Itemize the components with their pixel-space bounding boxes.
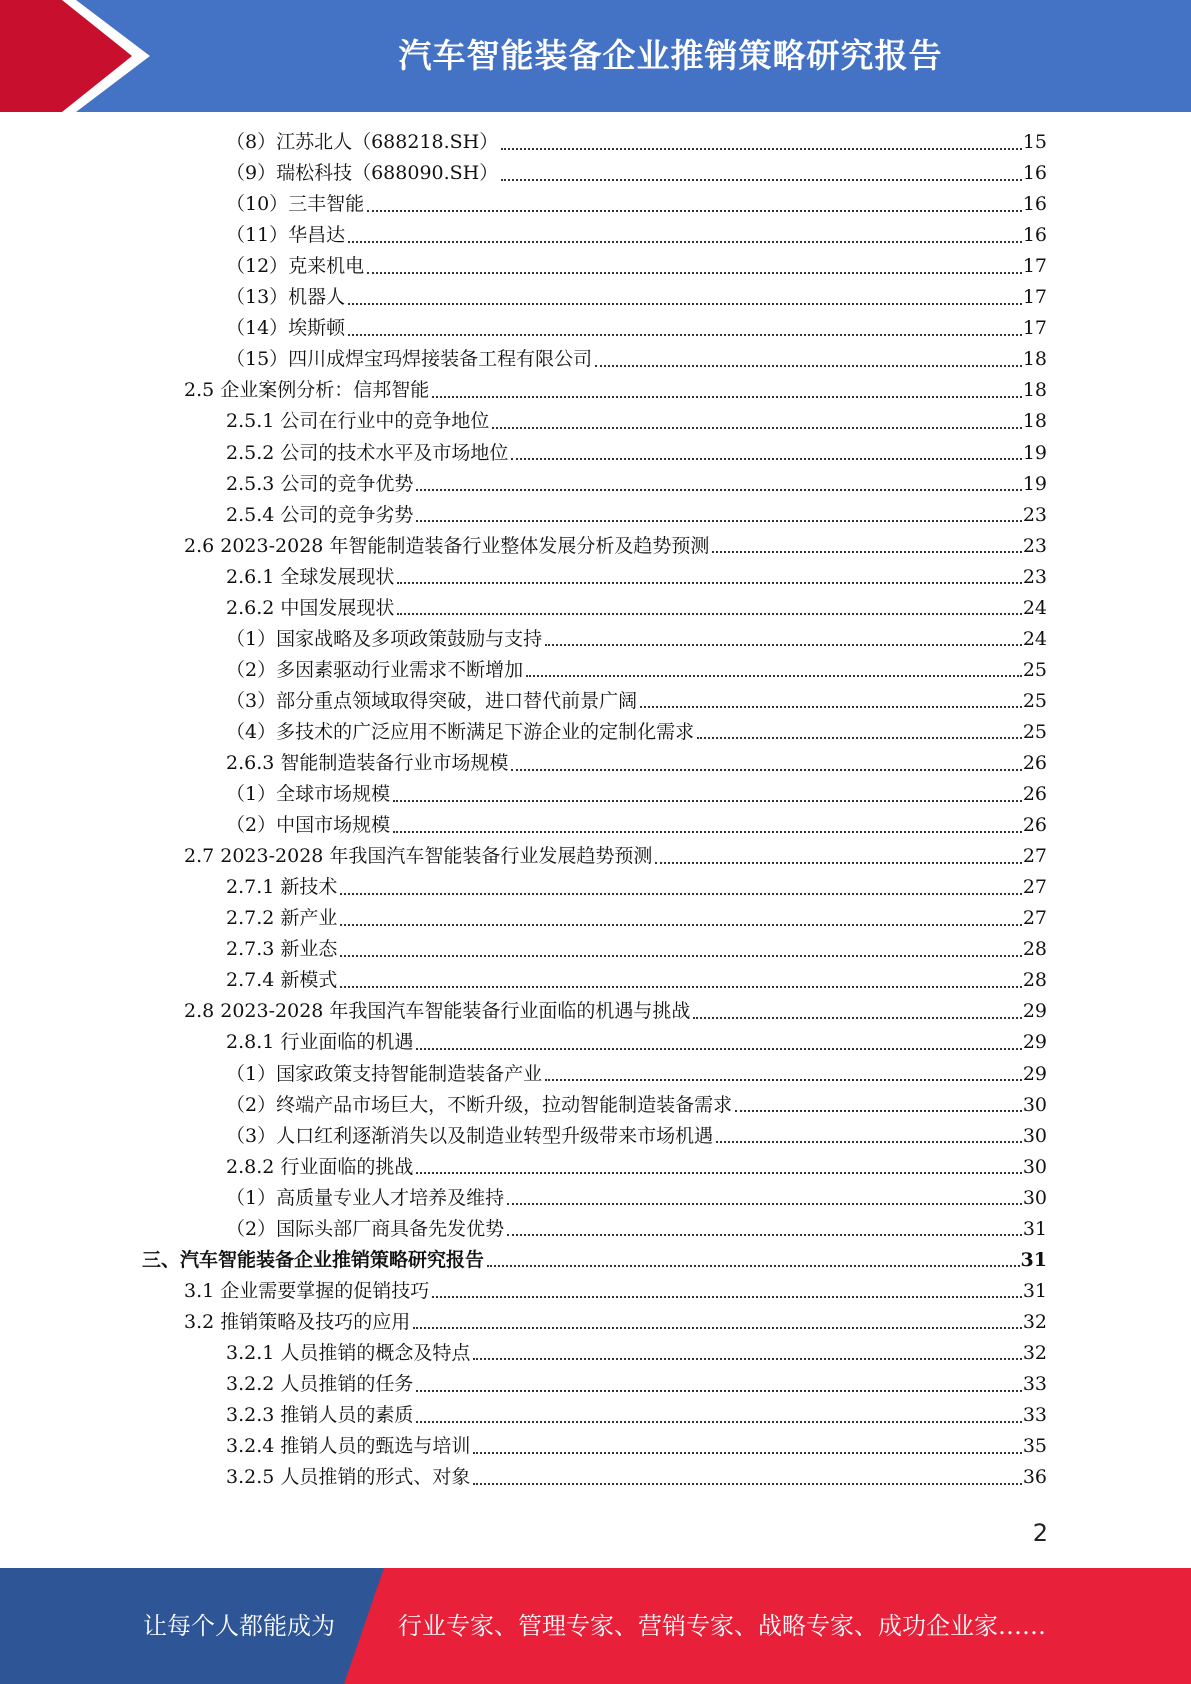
toc-entry-page: 19	[1022, 441, 1047, 464]
toc-entry-title: （10）三丰智能	[226, 193, 365, 216]
toc-entry-number: 2.8.2	[226, 1155, 275, 1178]
toc-dot-leader	[716, 1141, 1022, 1143]
toc-entry[interactable]	[226, 903, 1047, 934]
toc-entry[interactable]	[184, 996, 1047, 1027]
toc-entry[interactable]	[142, 1245, 1047, 1276]
toc-entry[interactable]	[226, 1183, 1047, 1214]
toc-entry-page: 30	[1022, 1093, 1047, 1116]
toc-entry[interactable]	[226, 655, 1047, 686]
toc-dot-leader	[416, 1048, 1021, 1050]
toc-entry-title: （1）全球市场规模	[226, 783, 391, 806]
toc-entry[interactable]	[226, 158, 1047, 189]
toc-entry-page: 25	[1022, 658, 1047, 681]
toc-entry[interactable]	[184, 1307, 1047, 1338]
toc-entry[interactable]	[226, 686, 1047, 717]
toc-entry-title: （11）华昌达	[226, 224, 346, 247]
toc-dot-leader	[416, 1421, 1021, 1423]
toc-dot-leader	[693, 1017, 1021, 1019]
toc-entry[interactable]	[226, 220, 1047, 251]
toc-dot-leader	[473, 1452, 1021, 1454]
toc-entry-title: （1）国家战略及多项政策鼓励与支持	[226, 627, 543, 650]
toc-dot-leader	[413, 1327, 1022, 1329]
toc-dot-leader	[432, 1296, 1022, 1298]
header-title: 汽车智能装备企业推销策略研究报告	[398, 35, 943, 75]
toc-entry-page: 31	[1022, 1217, 1047, 1240]
toc-entry[interactable]	[226, 344, 1047, 375]
toc-entry[interactable]	[226, 1400, 1047, 1431]
toc-dot-leader	[712, 551, 1021, 553]
toc-dot-leader	[640, 706, 1022, 708]
toc-entry-title: 公司的竞争劣势	[280, 503, 414, 526]
toc-entry-page: 26	[1022, 783, 1047, 806]
toc-entry-title: 公司在行业中的竞争地位	[280, 410, 490, 433]
toc-entry-title: 推销人员的甄选与培训	[280, 1435, 471, 1458]
toc-dot-leader	[545, 1079, 1022, 1081]
toc-entry-title: 新业态	[280, 938, 338, 961]
toc-entry[interactable]	[226, 313, 1047, 344]
toc-entry[interactable]	[184, 841, 1047, 872]
toc-entry[interactable]	[226, 189, 1047, 220]
toc-entry-page: 19	[1022, 472, 1047, 495]
toc-dot-leader	[501, 179, 1022, 181]
toc-dot-leader	[526, 675, 1022, 677]
toc-entry[interactable]	[184, 375, 1047, 406]
toc-entry-page: 25	[1022, 720, 1047, 743]
toc-entry[interactable]	[226, 1214, 1047, 1245]
toc-entry-page: 23	[1022, 503, 1047, 526]
toc-entry-page: 24	[1022, 596, 1047, 619]
toc-entry-page: 29	[1022, 1062, 1047, 1085]
toc-dot-leader	[340, 986, 1021, 988]
toc-entry-number: 3.2.5	[226, 1466, 275, 1489]
toc-entry-title: （1）国家政策支持智能制造装备产业	[226, 1062, 543, 1085]
toc-entry-page: 18	[1022, 410, 1047, 433]
toc-entry-page: 17	[1022, 286, 1047, 309]
toc-entry[interactable]	[226, 872, 1047, 903]
toc-entry-number: 2.6.3	[226, 752, 275, 774]
page-footer	[0, 1568, 1191, 1684]
toc-entry-page: 23	[1022, 565, 1047, 588]
toc-entry-page: 27	[1022, 845, 1047, 868]
toc-entry-title: 三、汽车智能装备企业推销策略研究报告	[142, 1248, 485, 1271]
page-header	[0, 0, 1191, 112]
toc-entry[interactable]	[226, 1338, 1047, 1369]
toc-entry-page: 16	[1022, 193, 1047, 216]
toc-entry-title: （3）人口红利逐渐消失以及制造业转型升级带来市场机遇	[226, 1124, 714, 1147]
toc-entry-page: 36	[1022, 1466, 1047, 1489]
toc-entry[interactable]	[226, 438, 1047, 469]
toc-entry-page: 27	[1022, 907, 1047, 930]
footer-slogan-left: 让每个人都能成为	[143, 1612, 335, 1640]
toc-entry[interactable]	[226, 469, 1047, 500]
toc-entry[interactable]	[226, 1369, 1047, 1400]
toc-dot-leader	[492, 427, 1021, 429]
toc-dot-leader	[397, 582, 1021, 584]
toc-entry-number: 3.2.2	[226, 1373, 275, 1395]
toc-entry[interactable]	[226, 562, 1047, 593]
toc-entry-number: 3.1	[184, 1279, 215, 1302]
toc-dot-leader	[473, 1483, 1021, 1485]
toc-entry[interactable]	[226, 1027, 1047, 1058]
toc-dot-leader	[511, 769, 1021, 771]
toc-entry-number: 2.5.4	[226, 503, 275, 526]
toc-entry-page: 15	[1022, 131, 1047, 153]
toc-entry[interactable]	[226, 282, 1047, 313]
toc-entry-page: 17	[1022, 317, 1047, 340]
toc-entry-title: 全球发展现状	[280, 565, 395, 588]
toc-dot-leader	[595, 365, 1022, 367]
toc-entry-page: 24	[1022, 627, 1047, 650]
toc-entry[interactable]	[226, 717, 1047, 748]
toc-dot-leader	[367, 272, 1022, 274]
toc-entry-page: 30	[1022, 1124, 1047, 1147]
toc-entry-page: 31	[1022, 1279, 1047, 1302]
toc-dot-leader	[511, 458, 1021, 460]
toc-entry-page: 23	[1022, 534, 1047, 557]
toc-entry-title: 人员推销的概念及特点	[280, 1341, 471, 1364]
toc-entry-title: 中国发展现状	[280, 596, 395, 619]
toc-entry[interactable]	[226, 251, 1047, 282]
toc-dot-leader	[367, 210, 1022, 212]
toc-dot-leader	[416, 489, 1021, 491]
toc-entry-page: 25	[1022, 689, 1047, 712]
toc-entry-title: 公司的竞争优势	[280, 472, 414, 495]
toc-entry[interactable]	[226, 1090, 1047, 1121]
toc-entry-page: 27	[1022, 876, 1047, 899]
toc-dot-leader	[735, 1110, 1022, 1112]
toc-entry-number: 2.7.3	[226, 938, 275, 961]
toc-entry[interactable]	[226, 624, 1047, 655]
toc-entry-title: 人员推销的形式、对象	[280, 1466, 471, 1489]
toc-entry-number: 3.2.1	[226, 1341, 275, 1364]
toc-entry-title: 推销策略及技巧的应用	[220, 1310, 411, 1333]
toc-entry-title: （12）克来机电	[226, 255, 365, 278]
toc-entry-page: 30	[1022, 1186, 1047, 1209]
toc-entry[interactable]	[184, 531, 1047, 562]
toc-entry-title: 企业需要掌握的促销技巧	[220, 1279, 430, 1302]
toc-entry-number: 3.2.3	[226, 1404, 275, 1427]
toc-dot-leader	[397, 613, 1021, 615]
toc-entry-title: 行业面临的机遇	[280, 1031, 414, 1054]
toc-dot-leader	[487, 1265, 1020, 1267]
toc-dot-leader	[473, 1358, 1021, 1360]
toc-entry-number: 2.8.1	[226, 1031, 275, 1054]
toc-dot-leader	[416, 1172, 1021, 1174]
toc-entry[interactable]	[226, 406, 1047, 437]
toc-entry-number: 2.5.3	[226, 472, 275, 495]
toc-entry[interactable]	[226, 810, 1047, 841]
toc-entry-page: 35	[1022, 1435, 1047, 1458]
toc-entry-number: 2.7.4	[226, 969, 275, 992]
toc-entry-page: 26	[1022, 752, 1047, 774]
toc-entry-page: 29	[1022, 1000, 1047, 1023]
toc-entry-page: 31	[1020, 1248, 1047, 1271]
toc-entry[interactable]	[226, 965, 1047, 996]
toc-dot-leader	[416, 520, 1021, 522]
toc-entry-title: 新模式	[280, 969, 338, 992]
toc-entry-page: 16	[1022, 224, 1047, 247]
toc-entry-title: 2.7 2023-2028 年我国汽车智能装备行业发展趋势预测	[184, 845, 653, 868]
toc-entry-title: （2）国际头部厂商具备先发优势	[226, 1217, 505, 1240]
toc-dot-leader	[393, 800, 1022, 802]
toc-entry-title: 智能制造装备行业市场规模	[280, 752, 509, 774]
toc-entry-title: 2.6 2023-2028 年智能制造装备行业整体发展分析及趋势预测	[184, 534, 710, 557]
toc-dot-leader	[393, 831, 1022, 833]
toc-entry-title: （4）多技术的广泛应用不断满足下游企业的定制化需求	[226, 720, 695, 743]
toc-entry-number: 2.6.2	[226, 596, 275, 619]
toc-entry-title: 新产业	[280, 907, 338, 930]
toc-dot-leader	[432, 396, 1022, 398]
toc-entry[interactable]	[226, 934, 1047, 965]
footer-slogan-right: 行业专家、管理专家、营销专家、战略专家、成功企业家……	[398, 1612, 1046, 1640]
toc-entry-title: 新技术	[280, 876, 338, 899]
toc-entry-title: （2）终端产品市场巨大，不断升级，拉动智能制造装备需求	[226, 1093, 733, 1116]
toc-dot-leader	[507, 1234, 1022, 1236]
toc-entry-number: 2.5	[184, 379, 215, 402]
toc-entry-number: 3.2.4	[226, 1435, 275, 1458]
toc-entry-title: 人员推销的任务	[280, 1373, 414, 1395]
toc-entry-title: （14）埃斯顿	[226, 317, 346, 340]
toc-entry[interactable]	[226, 1121, 1047, 1152]
toc-dot-leader	[501, 148, 1022, 150]
toc-entry-number: 2.6.1	[226, 565, 275, 588]
toc-entry[interactable]	[226, 1462, 1047, 1493]
toc-entry-title: 推销人员的素质	[280, 1404, 414, 1427]
toc-entry-title: （2）多因素驱动行业需求不断增加	[226, 658, 524, 681]
toc-entry-number: 2.5.1	[226, 410, 275, 433]
toc-entry-page: 26	[1022, 814, 1047, 837]
toc-entry-title: 企业案例分析：信邦智能	[220, 379, 430, 402]
toc-entry-page: 18	[1022, 379, 1047, 402]
toc-entry[interactable]	[226, 748, 1047, 779]
toc-dot-leader	[348, 334, 1022, 336]
toc-entry-number: 2.7.2	[226, 907, 275, 930]
toc-entry-title: （2）中国市场规模	[226, 814, 391, 837]
toc-entry-title: （1）高质量专业人才培养及维持	[226, 1186, 505, 1209]
toc-entry-page: 33	[1022, 1404, 1047, 1427]
toc-entry-page: 29	[1022, 1031, 1047, 1054]
toc-entry[interactable]	[226, 593, 1047, 624]
toc-entry-title: （9）瑞松科技（688090.SH）	[226, 162, 499, 185]
toc-dot-leader	[416, 1390, 1021, 1392]
toc-entry[interactable]	[184, 1276, 1047, 1307]
toc-dot-leader	[697, 737, 1022, 739]
toc-entry-page: 28	[1022, 938, 1047, 961]
toc-dot-leader	[340, 955, 1021, 957]
toc-entry[interactable]	[226, 779, 1047, 810]
toc-entry-title: （8）江苏北人（688218.SH）	[226, 131, 499, 153]
toc-entry[interactable]	[226, 127, 1047, 158]
toc-entry-number: 2.5.2	[226, 441, 275, 464]
toc-entry-title: 公司的技术水平及市场地位	[280, 441, 509, 464]
toc-entry-page: 18	[1022, 348, 1047, 371]
toc-entry-number: 3.2	[184, 1310, 215, 1333]
toc-dot-leader	[545, 644, 1022, 646]
toc-entry-title: （3）部分重点领域取得突破，进口替代前景广阔	[226, 689, 638, 712]
toc-entry-page: 32	[1022, 1310, 1047, 1333]
toc-entry-page: 16	[1022, 162, 1047, 185]
toc-entry-page: 32	[1022, 1341, 1047, 1364]
toc-dot-leader	[655, 862, 1021, 864]
toc-entry-title: （13）机器人	[226, 286, 346, 309]
toc-entry-title: 行业面临的挑战	[280, 1155, 414, 1178]
toc-entry-page: 30	[1022, 1155, 1047, 1178]
toc-dot-leader	[348, 303, 1022, 305]
toc-entry-page: 28	[1022, 969, 1047, 992]
page-number: 2	[1032, 1519, 1048, 1547]
toc-dot-leader	[348, 241, 1022, 243]
toc-entry-title: （15）四川成焊宝玛焊接装备工程有限公司	[226, 348, 593, 371]
toc-dot-leader	[340, 924, 1021, 926]
toc-entry[interactable]	[226, 1152, 1047, 1183]
toc-dot-leader	[340, 893, 1021, 895]
toc-entry-number: 2.7.1	[226, 876, 275, 899]
toc-entry[interactable]	[226, 500, 1047, 531]
toc-dot-leader	[507, 1203, 1022, 1205]
toc-entry-title: 2.8 2023-2028 年我国汽车智能装备行业面临的机遇与挑战	[184, 1000, 691, 1023]
toc-entry-page: 33	[1022, 1373, 1047, 1395]
toc-entry[interactable]	[226, 1059, 1047, 1090]
toc-entry[interactable]	[226, 1431, 1047, 1462]
toc-entry-page: 17	[1022, 255, 1047, 278]
